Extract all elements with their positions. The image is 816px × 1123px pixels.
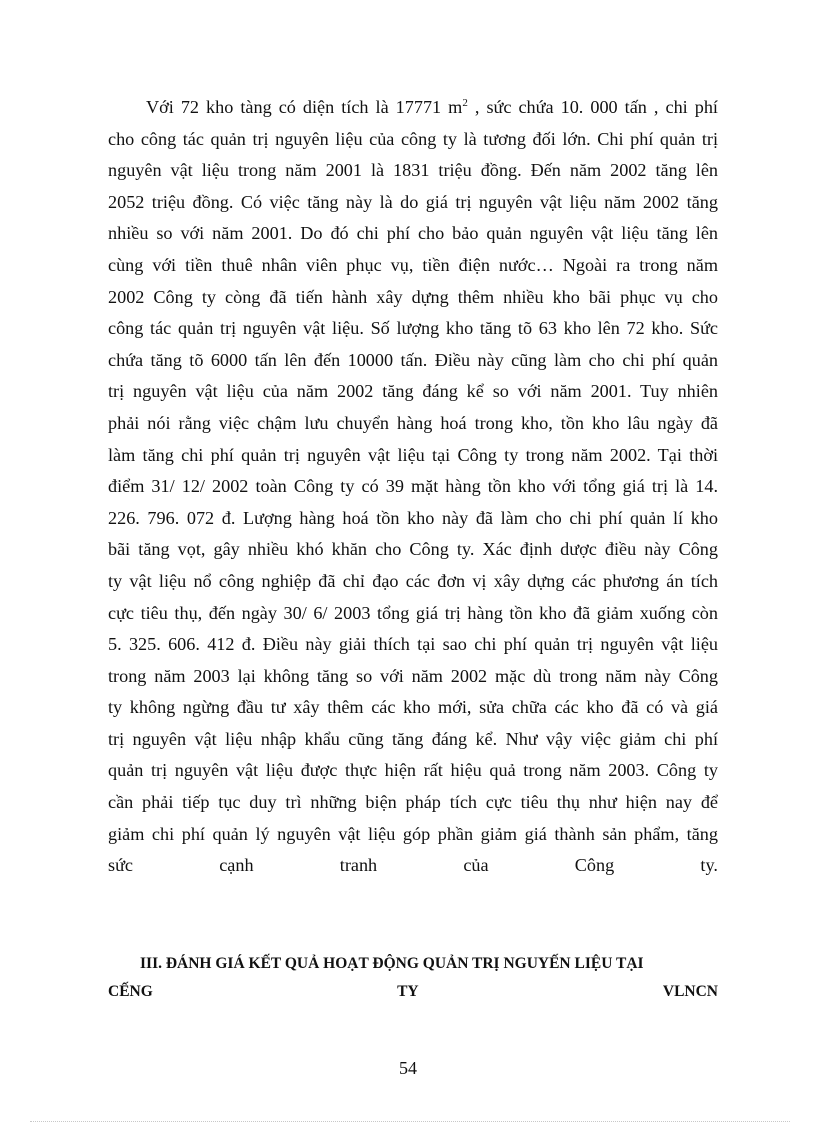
paragraph-line: công tác quản trị nguyên vật liệu. Số lượng kho tăng tõ 63 kho lên 72 kho. Sức bbox=[108, 318, 718, 339]
paragraph-line: 5. 325. 606. 412 đ. Điều này giải thích tại sao chi phí quản trị nguyên vật liệu bbox=[108, 634, 718, 655]
body-paragraph bbox=[108, 92, 718, 882]
paragraph-line: 2002 Công ty còng đã tiến hành xây dựng thêm nhiều kho bãi phục vụ cho bbox=[108, 286, 718, 307]
paragraph-line-tail: , sức chứa 10. 000 tấn , chi phí bbox=[467, 97, 718, 117]
section-heading bbox=[108, 950, 718, 1006]
paragraph-line: 226. 796. 072 đ. Lượng hàng hoá tồn kho này đã làm cho chi phí quản lí kho bbox=[108, 507, 718, 528]
paragraph-last-line bbox=[108, 850, 718, 882]
heading-word: CẾNG bbox=[108, 983, 153, 1000]
paragraph-line: 2052 triệu đồng. Có việc tăng này là do giá trị nguyên vật liệu năm 2002 tăng bbox=[108, 191, 718, 212]
last-line-word: sức bbox=[108, 855, 134, 876]
paragraph-line: trong năm 2003 lại không tăng so với năm 2002 mặc dù trong năm này Công bbox=[108, 665, 718, 686]
paragraph-line: làm tăng chi phí quản trị nguyên vật liệu tại Công ty trong năm 2002. Tại thời bbox=[108, 444, 718, 465]
section-heading-line-1: III. ĐÁNH GIÁ KẾT QUẢ HOẠT ĐỘNG QUẢN TRỊ NGUYẾN LIỆU TẠI bbox=[140, 955, 644, 972]
paragraph-line: chứa tăng tõ 6000 tấn lên đến 10000 tấn. Điều này cũng làm cho chi phí quản bbox=[108, 349, 718, 370]
paragraph-line: giảm chi phí quản lý nguyên vật liệu góp phần giảm giá thành sản phẩm, tăng bbox=[108, 823, 718, 844]
section-heading-line-2 bbox=[108, 978, 718, 1006]
last-line-word: ty. bbox=[700, 855, 718, 876]
heading-word: VLNCN bbox=[662, 983, 718, 1000]
paragraph-line: cùng với tiền thuê nhân viên phục vụ, tiền điện nước… Ngoài ra trong năm bbox=[108, 254, 718, 275]
paragraph-line: nguyên vật liệu trong năm 2001 là 1831 triệu đồng. Đến năm 2002 tăng lên bbox=[108, 160, 718, 181]
page-number: 54 bbox=[399, 1058, 417, 1078]
footer-divider bbox=[30, 1121, 790, 1122]
paragraph-line bbox=[108, 92, 718, 124]
last-line-word: của bbox=[463, 855, 489, 876]
heading-word: TY bbox=[397, 983, 419, 1000]
paragraph-line: trị nguyên vật liệu của năm 2002 tăng đáng kể so với năm 2001. Tuy nhiên bbox=[108, 381, 718, 402]
paragraph-line: trị nguyên vật liệu nhập khẩu cũng tăng đáng kể. Như vậy việc giảm chi phí bbox=[108, 728, 718, 749]
paragraph-line: nhiều so với năm 2001. Do đó chi phí cho bảo quản nguyên vật liệu tăng lên bbox=[108, 223, 718, 244]
superscript-exponent: 2 bbox=[462, 96, 468, 109]
paragraph-line: cần phải tiếp tục duy trì những biện pháp tích cực tiêu thụ như hiện nay để bbox=[108, 792, 718, 813]
paragraph-line: cho công tác quản trị nguyên liệu của công ty là tương đối lớn. Chi phí quản trị bbox=[108, 128, 718, 149]
paragraph-line: điểm 31/ 12/ 2002 toàn Công ty có 39 mặt hàng tồn kho với tổng giá trị là 14. bbox=[108, 476, 718, 497]
paragraph-line: ty vật liệu nổ công nghiệp đã chỉ đạo các đơn vị xây dựng các phương án tích bbox=[108, 570, 718, 591]
paragraph-line: quản trị nguyên vật liệu được thực hiện rất hiệu quả trong năm 2003. Công ty bbox=[108, 760, 718, 781]
paragraph-line: bãi tăng vọt, gây nhiều khó khăn cho Công ty. Xác định dược điều này Công bbox=[108, 539, 718, 560]
paragraph-line: phải nói rằng việc chậm lưu chuyển hàng hoá trong kho, tồn kho lâu ngày đã bbox=[108, 412, 718, 433]
last-line-word: tranh bbox=[339, 855, 378, 876]
paragraph-line-text: Với 72 kho tàng có diện tích là 17771 m bbox=[146, 97, 463, 117]
last-line-word: cạnh bbox=[219, 855, 254, 876]
last-line-word: Công bbox=[574, 855, 615, 876]
paragraph-line: cực tiêu thụ, đến ngày 30/ 6/ 2003 tổng giá trị hàng tồn kho đã giảm xuống còn bbox=[108, 602, 718, 623]
paragraph-line: ty không ngừng đầu tư xây thêm các kho mới, sửa chữa các kho đã có và giá bbox=[108, 697, 718, 718]
